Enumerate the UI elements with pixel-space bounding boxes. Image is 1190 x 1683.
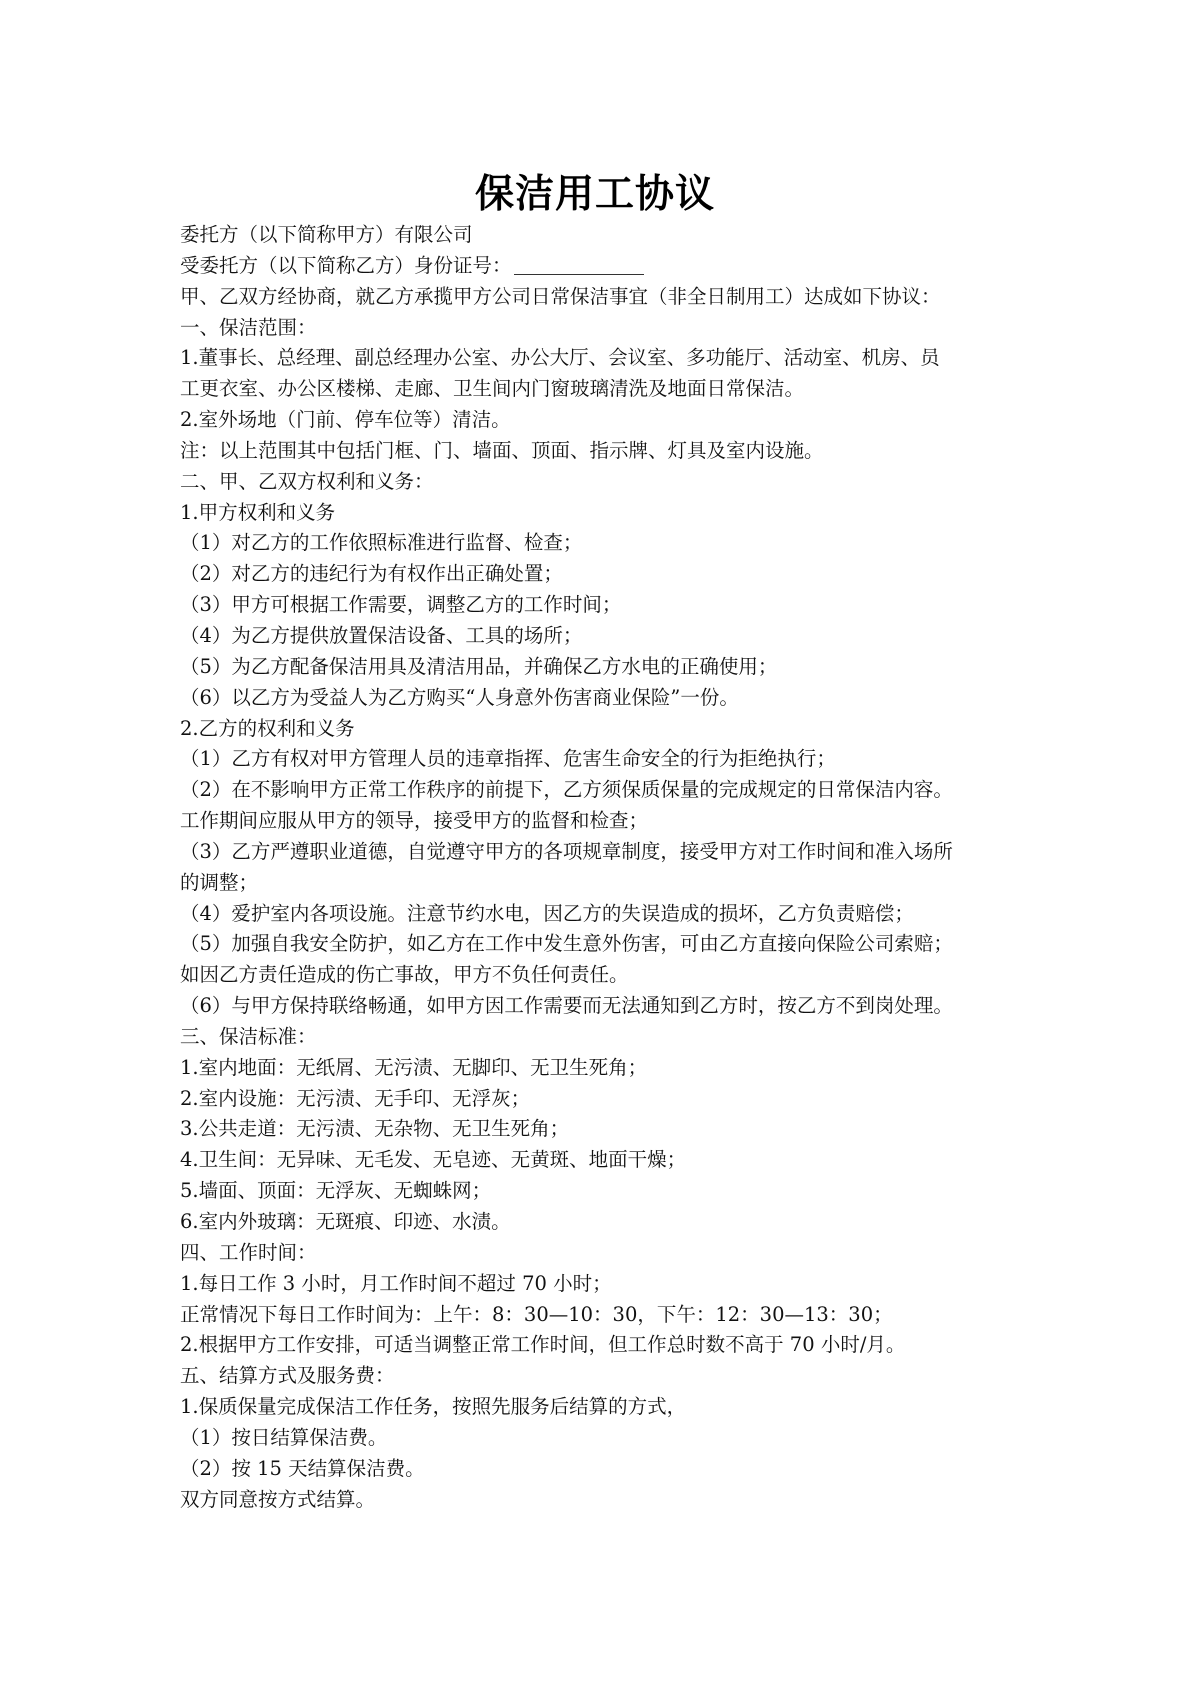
list-item: （4）为乙方提供放置保洁设备、工具的场所； <box>180 623 583 647</box>
preamble-line: 甲、乙双方经协商，就乙方承揽甲方公司日常保洁事宜（非全日制用工）达成如下协议： <box>180 284 941 308</box>
subsection-heading: 2.乙方的权利和义务 <box>180 716 355 740</box>
paragraph-line: 双方同意按方式结算。 <box>180 1487 376 1511</box>
document-body <box>180 220 1020 1515</box>
list-item: （3）甲方可根据工作需要，调整乙方的工作时间； <box>180 593 622 617</box>
list-item: （2）对乙方的违纪行为有权作出正确处置； <box>180 562 563 586</box>
paragraph-line: 工更衣室、办公区楼梯、走廊、卫生间内门窗玻璃清洗及地面日常保洁。 <box>180 377 805 401</box>
contractor-label: 受委托方（以下简称乙方）身份证号： <box>180 253 512 277</box>
list-item: （2）在不影响甲方正常工作秩序的前提下，乙方须保质保量的完成规定的日常保洁内容。 <box>180 778 953 802</box>
list-item: 6.室内外玻璃：无斑痕、印迹、水渍。 <box>180 1210 511 1233</box>
section-heading: 一、保洁范围： <box>180 315 317 339</box>
list-item: （2）按 15 天结算保洁费。 <box>180 1456 425 1480</box>
contractor-line <box>180 251 1020 282</box>
list-item: （5）加强自我安全防护，如乙方在工作中发生意外伤害，可由乙方直接向保险公司索赔； <box>180 932 953 956</box>
paragraph-line: 工作期间应服从甲方的领导，接受甲方的监督和检查； <box>180 809 649 833</box>
document-title: 保洁用工协议 <box>474 171 715 217</box>
list-item: 1.室内地面：无纸屑、无污渍、无脚印、无卫生死角； <box>180 1055 648 1079</box>
section-heading: 三、保洁标准： <box>180 1024 317 1048</box>
section-heading: 四、工作时间： <box>180 1240 317 1264</box>
client-line: 委托方（以下简称甲方）有限公司 <box>180 223 473 246</box>
list-item: 3.公共走道：无污渍、无杂物、无卫生死角； <box>180 1117 570 1141</box>
list-item: 2.室内设施：无污渍、无手印、无浮灰； <box>180 1086 531 1110</box>
list-item: （5）为乙方配备保洁用具及清洁用品，并确保乙方水电的正确使用； <box>180 654 778 678</box>
list-item: （1）按日结算保洁费。 <box>180 1425 388 1449</box>
section-heading: 二、甲、乙双方权利和义务： <box>180 469 434 493</box>
paragraph-line: 正常情况下每日工作时间为：上午：8：30—10：30，下午：12：30—13：30； <box>180 1302 893 1326</box>
paragraph-line: 的调整； <box>180 870 259 894</box>
list-item: 4.卫生间：无异味、无毛发、无皂迹、无黄斑、地面干燥； <box>180 1148 687 1172</box>
list-item: （6）与甲方保持联络畅通，如甲方因工作需要而无法通知到乙方时，按乙方不到岗处理。 <box>180 994 953 1018</box>
list-item: 1.每日工作 3 小时，月工作时间不超过 70 小时； <box>180 1271 612 1295</box>
subsection-heading: 1.甲方权利和义务 <box>180 500 336 524</box>
paragraph-line: 1.董事长、总经理、副总经理办公室、办公大厅、会议室、多功能厅、活动室、机房、员 <box>180 346 940 370</box>
paragraph-line: 2.室外场地（门前、停车位等）清洁。 <box>180 408 511 432</box>
list-item: 1.保质保量完成保洁工作任务，按照先服务后结算的方式， <box>180 1395 687 1419</box>
paragraph-line: 注：以上范围其中包括门框、门、墙面、顶面、指示牌、灯具及室内设施。 <box>180 438 824 462</box>
list-item: （3）乙方严遵职业道德，自觉遵守甲方的各项规章制度，接受甲方对工作时间和准入场所 <box>180 839 953 863</box>
list-item: （6）以乙方为受益人为乙方购买“人身意外伤害商业保险”一份。 <box>180 685 739 709</box>
list-item: （4）爱护室内各项设施。注意节约水电，因乙方的失误造成的损坏，乙方负责赔偿； <box>180 901 914 925</box>
id-number-blank <box>514 254 644 275</box>
list-item: （1）乙方有权对甲方管理人员的违章指挥、危害生命安全的行为拒绝执行； <box>180 747 836 771</box>
list-item: （1）对乙方的工作依照标准进行监督、检查； <box>180 531 583 555</box>
paragraph-line: 如因乙方责任造成的伤亡事故，甲方不负任何责任。 <box>180 963 629 987</box>
list-item: 2.根据甲方工作安排，可适当调整正常工作时间，但工作总时数不高于 70 小时/月。 <box>180 1333 906 1357</box>
list-item: 5.墙面、顶面：无浮灰、无蜘蛛网； <box>180 1179 492 1203</box>
section-heading: 五、结算方式及服务费： <box>180 1364 395 1388</box>
